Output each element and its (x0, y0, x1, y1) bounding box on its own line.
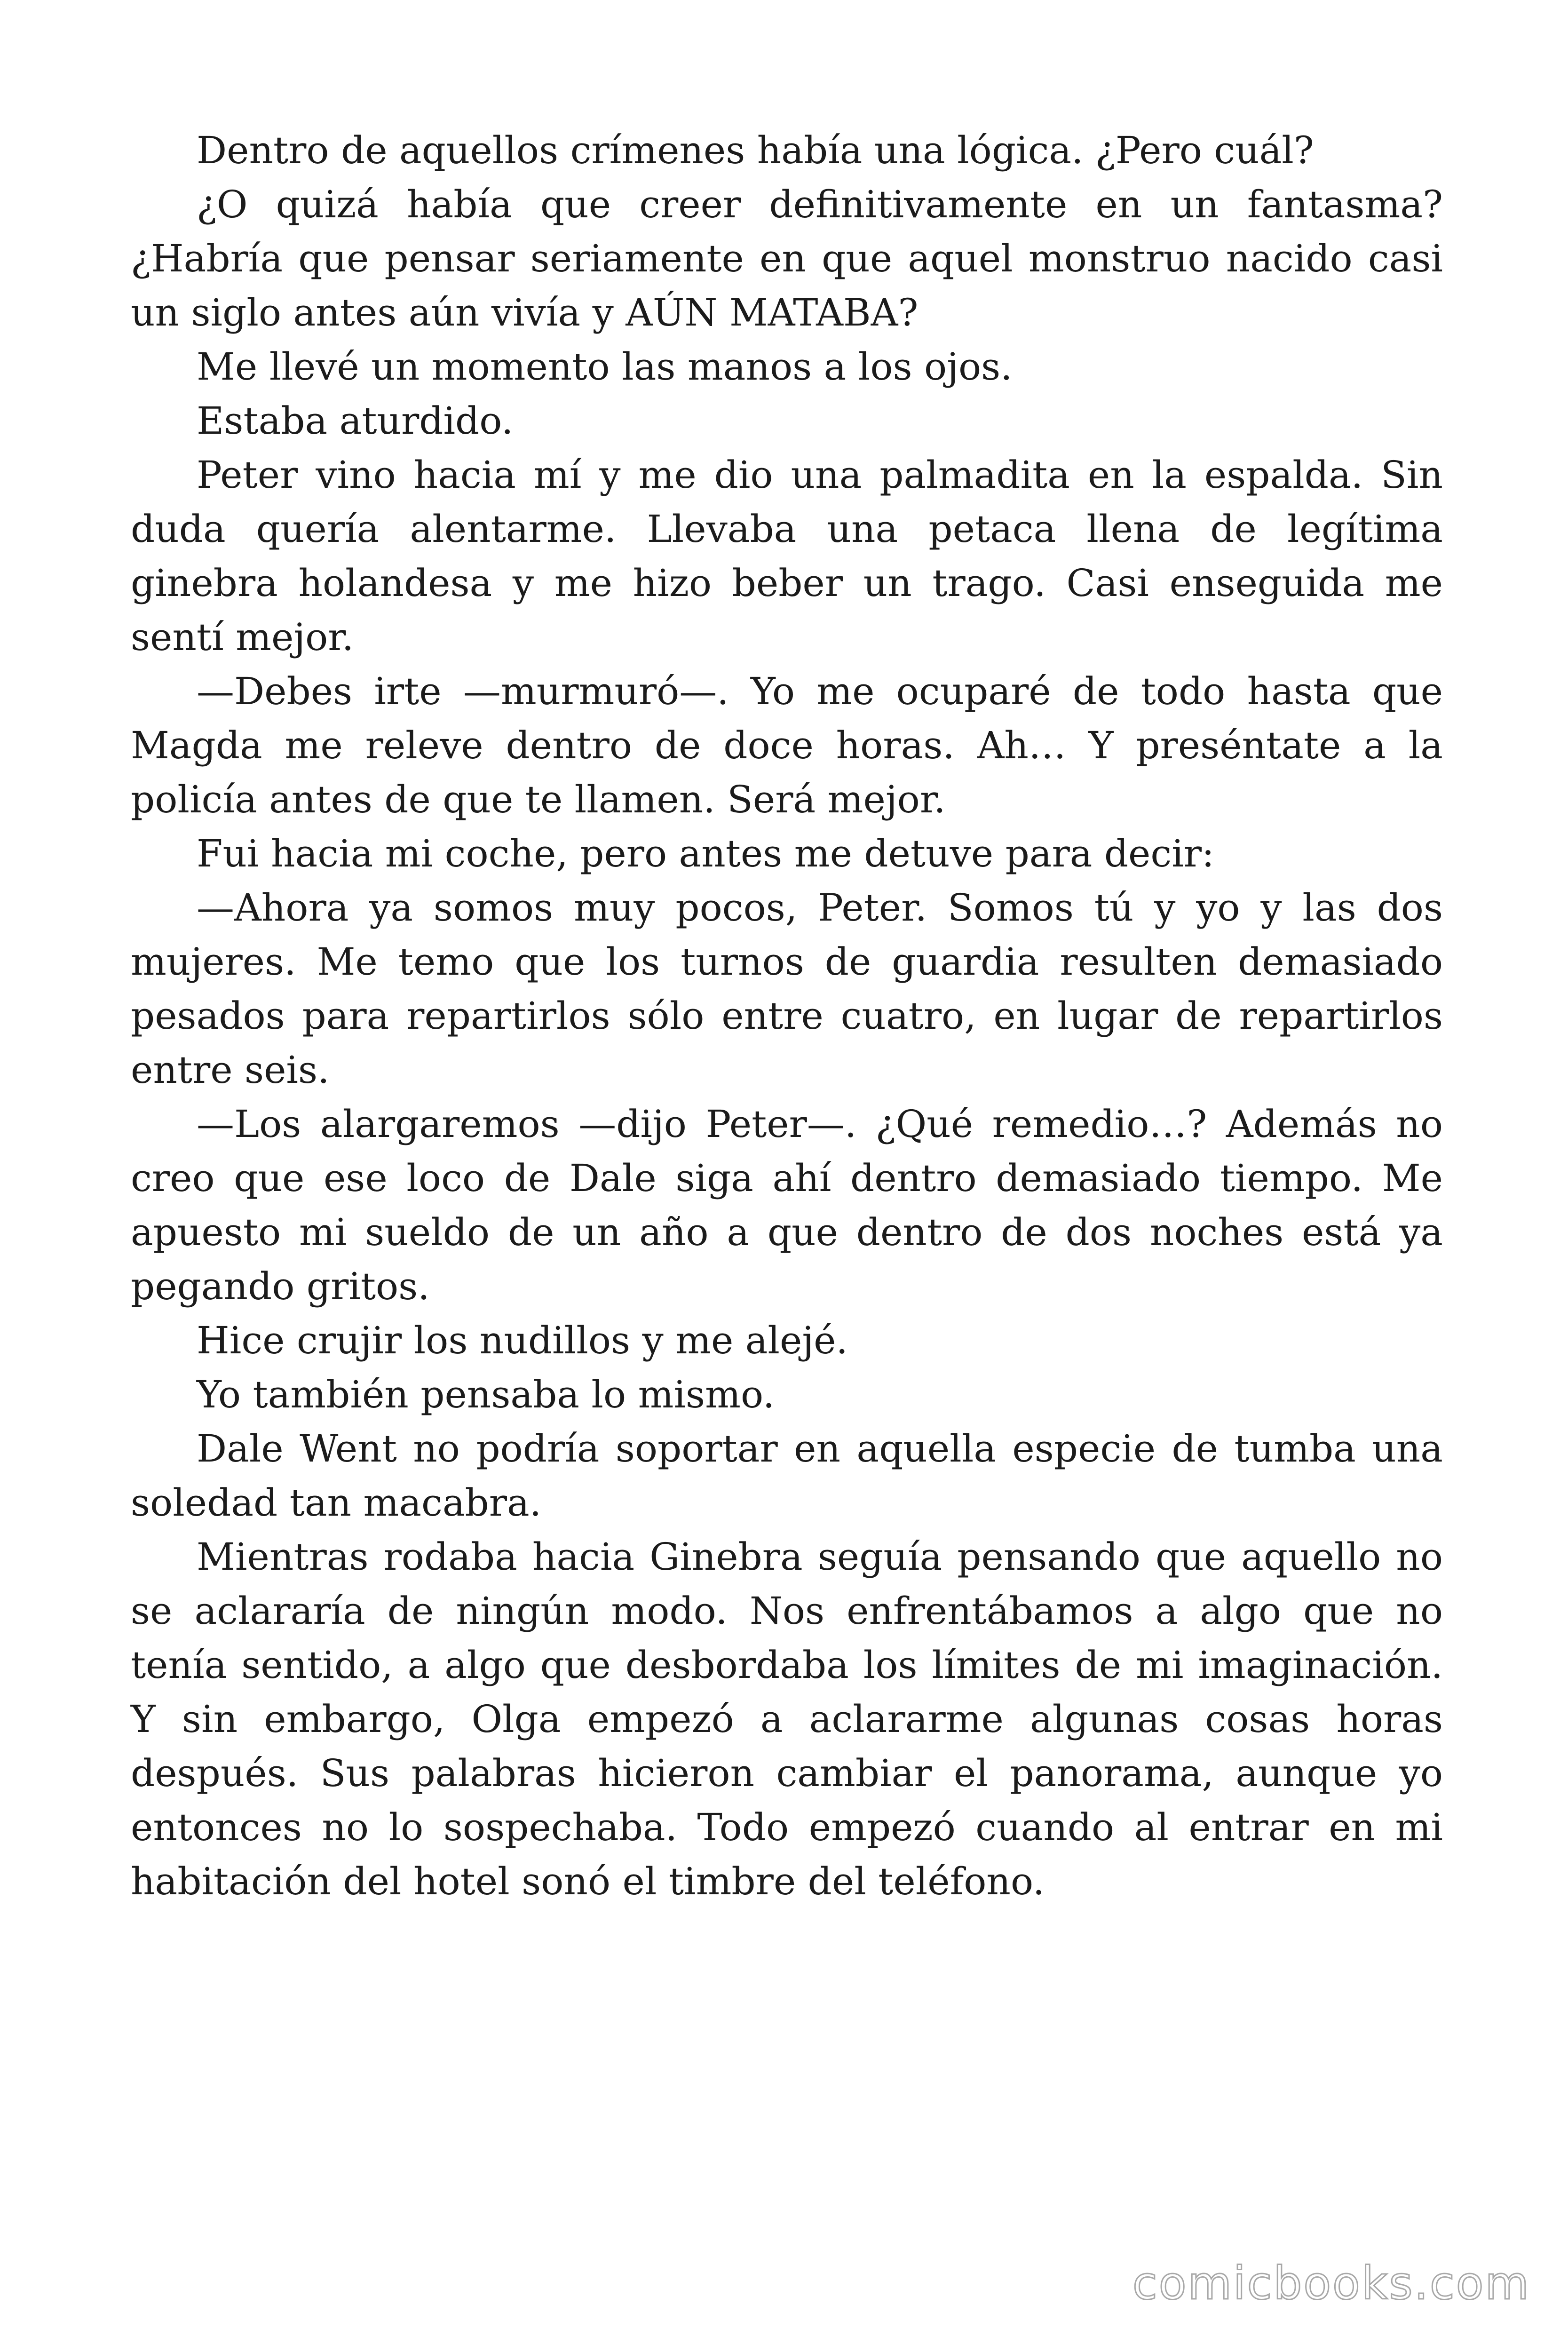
paragraph: Me llevé un momento las manos a los ojos. (197, 345, 1013, 389)
paragraph: Mientras rodaba hacia Ginebra seguía pensando que aquello no se aclararía de ningún modo. Nos enfrentábamos a algo que no tenía sentido, a algo que desbordaba los límites de mi imaginación. Y sin embargo, Olga empezó a aclararme algunas cosas horas después. Sus palabras hicieron cambiar el panorama, aunque yo entonces no lo sospechaba. Todo empezó cuando al entrar en mi habitación del hotel sonó el timbre del teléfono. (131, 1535, 1443, 1903)
paragraph: Dale Went no podría soportar en aquella especie de tumba una soledad tan macabra. (131, 1427, 1443, 1525)
paragraph: Peter vino hacia mí y me dio una palmadita en la espalda. Sin duda quería alentarme. Llevaba una petaca llena de legítima ginebra holandesa y me hizo beber un trago. Casi enseguida me sentí mejor. (131, 453, 1443, 659)
body-text (131, 123, 1443, 1908)
paragraph: Estaba aturdido. (197, 399, 514, 443)
watermark: comicbooks.com (1132, 2257, 1530, 2310)
paragraph: ¿O quizá había que creer definitivamente en un fantasma? ¿Habría que pensar seriamente en que aquel monstruo nacido casi un siglo antes aún vivía y AÚN MATABA? (131, 183, 1443, 334)
paragraph: Yo también pensaba lo mismo. (197, 1373, 775, 1416)
paragraph: Fui hacia mi coche, pero antes me detuve para decir: (197, 832, 1214, 875)
paragraph: —Los alargaremos —dijo Peter—. ¿Qué remedio…? Además no creo que ese loco de Dale siga ahí dentro demasiado tiempo. Me apuesto mi sueldo de un año a que dentro de dos noches está ya pegando gritos. (131, 1102, 1443, 1308)
paragraph: —Ahora ya somos muy pocos, Peter. Somos tú y yo y las dos mujeres. Me temo que los turnos de guardia resulten demasiado pesados para repartirlos sólo entre cuatro, en lugar de repartirlos entre seis. (131, 886, 1443, 1092)
paragraph: Hice crujir los nudillos y me alejé. (197, 1319, 848, 1362)
paragraph: —Debes irte —murmuró—. Yo me ocuparé de todo hasta que Magda me releve dentro de doce horas. Ah… Y preséntate a la policía antes de que te llamen. Será mejor. (131, 669, 1443, 821)
paragraph: Dentro de aquellos crímenes había una lógica. ¿Pero cuál? (197, 128, 1314, 172)
